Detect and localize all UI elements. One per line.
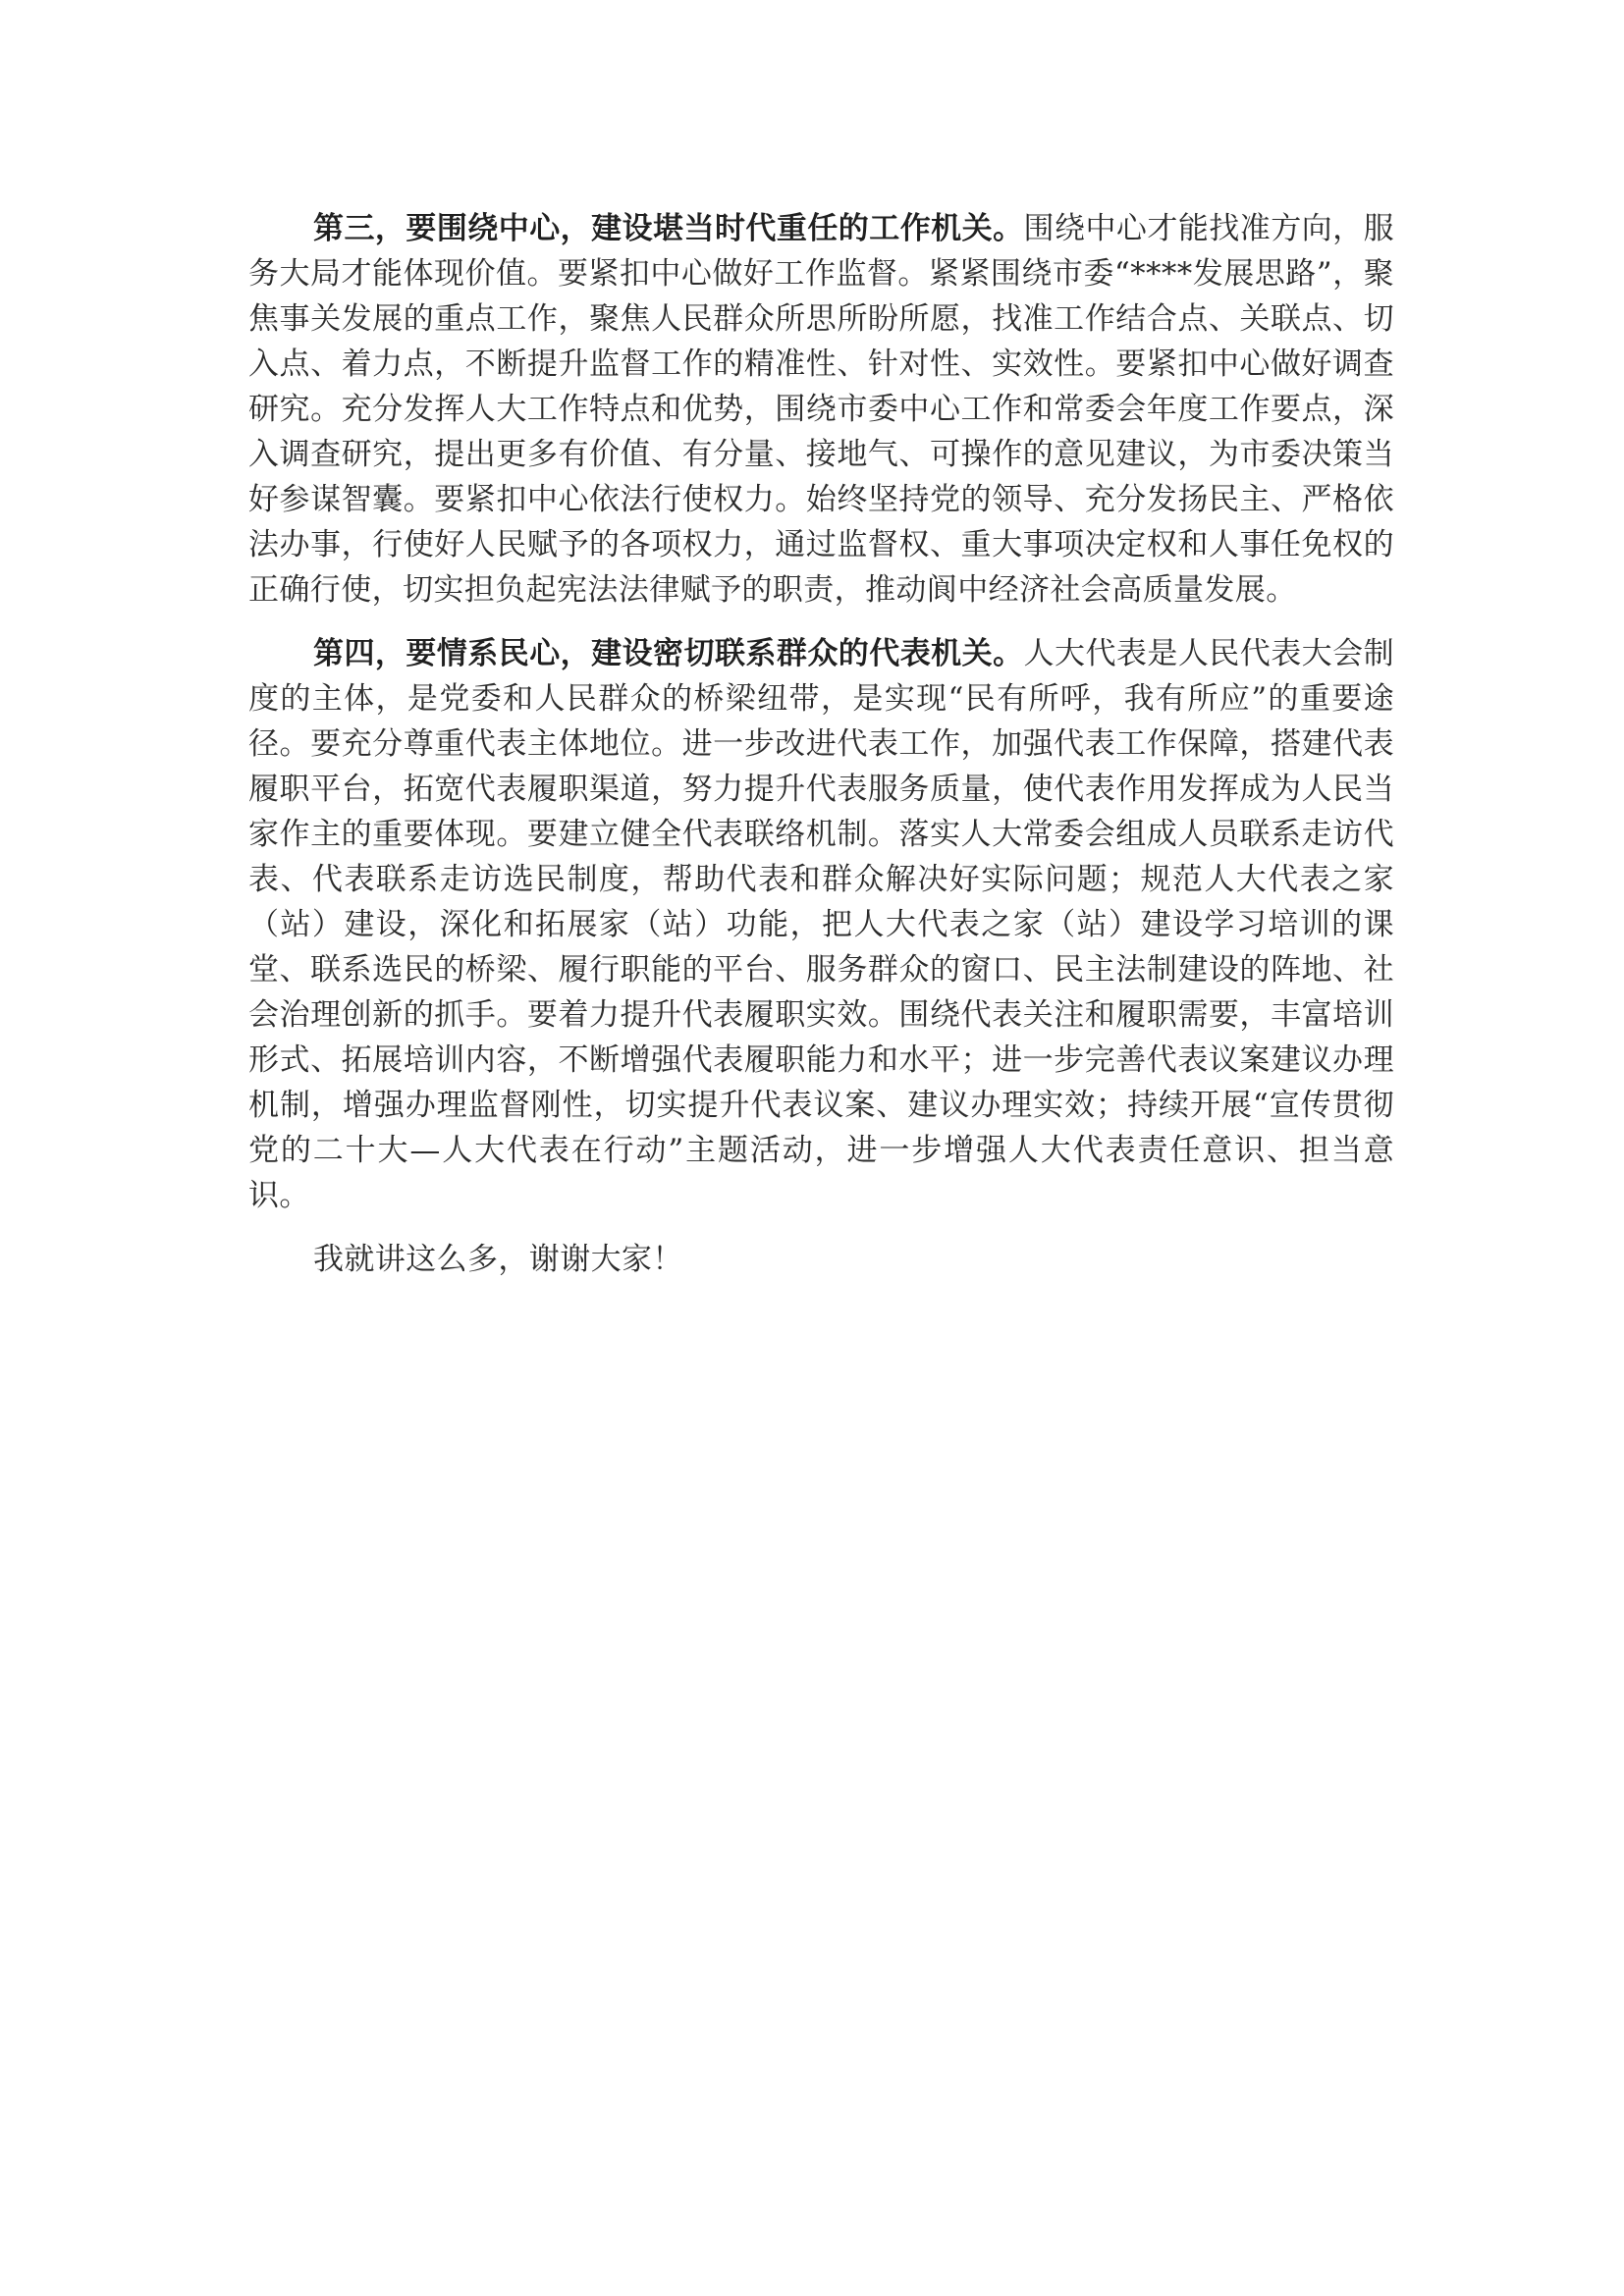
paragraph-heading: 第四，要情系民心，建设密切联系群众的代表机关。 (313, 636, 1024, 671)
paragraph-text: 围绕中心才能找准方向，服务大局才能体现价值。要紧扣中心做好工作监督。紧紧围绕市委“****发展思路”，聚焦事关发展的重点工作，聚焦人民群众所思所盼所愿，找准工作结合点、关联点、切入点、着力点，不断提升监督工作的精准性、针对性、实效性。要紧扣中心做好调查研究。充分发挥人大工作特点和优势，围绕市委中心工作和常委会年度工作要点，深入调查研究，提出更多有价值、有分量、接地气、可操作的意见建议，为市委决策当好参谋智囊。要紧扣中心依法行使权力。始终坚持党的领导、充分发扬民主、严格依法办事，行使好人民赋予的各项权力，通过监督权、重大事项决定权和人事任免权的正确行使，切实担负起宪法法律赋予的职责，推动阆中经济社会高质量发展。 (248, 211, 1394, 608)
closing-remark (248, 1237, 1394, 1282)
paragraph-fourth-point (248, 631, 1394, 1218)
paragraph-third-point (248, 206, 1394, 613)
paragraph-text: 人大代表是人民代表大会制度的主体，是党委和人民群众的桥梁纽带，是实现“民有所呼，我有所应”的重要途径。要充分尊重代表主体地位。进一步改进代表工作，加强代表工作保障，搭建代表履职平台，拓宽代表履职渠道，努力提升代表服务质量，使代表作用发挥成为人民当家作主的重要体现。要建立健全代表联络机制。落实人大常委会组成人员联系走访代表、代表联系走访选民制度，帮助代表和群众解决好实际问题；规范人大代表之家（站）建设，深化和拓展家（站）功能，把人大代表之家（站）建设学习培训的课堂、联系选民的桥梁、履行职能的平台、服务群众的窗口、民主法制建设的阵地、社会治理创新的抓手。要着力提升代表履职实效。围绕代表关注和履职需要，丰富培训形式、拓展培训内容，不断增强代表履职能力和水平；进一步完善代表议案建议办理机制，增强办理监督刚性，切实提升代表议案、建议办理实效；持续开展“宣传贯彻党的二十大—人大代表在行动”主题活动，进一步增强人大代表责任意识、担当意识。 (248, 636, 1394, 1213)
paragraph-heading: 第三，要围绕中心，建设堪当时代重任的工作机关。 (313, 211, 1024, 246)
document-body (248, 206, 1394, 1301)
paragraph-text: 我就讲这么多，谢谢大家！ (313, 1242, 683, 1277)
